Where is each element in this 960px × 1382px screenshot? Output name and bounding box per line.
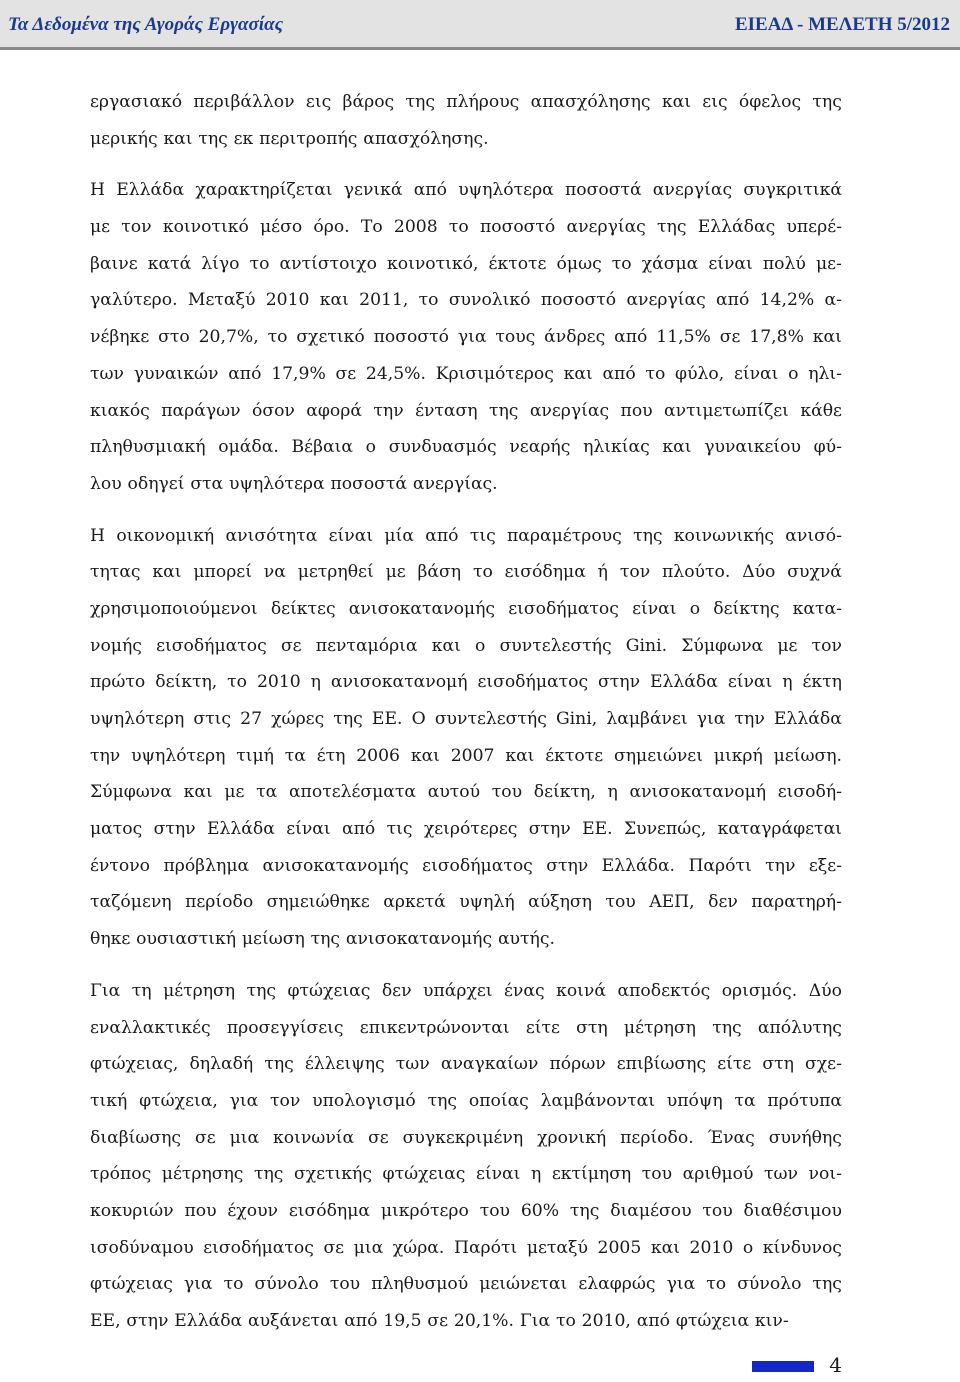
page-header <box>0 0 960 50</box>
text-line: φτώχειας, δηλαδή της έλλειψης των αναγκαίων πόρων επιβίωσης είτε στη σχε- <box>90 1054 842 1075</box>
text-line: μερικής και της εκ περιτροπής απασχόλησης. <box>90 128 489 149</box>
text-line: βαινε κατά λίγο το αντίστοιχο κοινοτικό, έκτοτε όμως το χάσμα είναι πολύ με- <box>90 253 842 274</box>
text-line: υψηλότερη στις 27 χώρες της ΕΕ. Ο συντελεστής Gini, λαμβάνει για την Ελλάδα <box>90 709 842 729</box>
text-line: Η οικονομική ανισότητα είναι μία από τις παραμέτρους της κοινωνικής ανισό- <box>90 525 842 546</box>
text-line: χρησιμοποιούμενοι δείκτες ανισοκατανομής εισοδήματος είναι ο δείκτης κατα- <box>90 598 842 619</box>
text-line: ματος στην Ελλάδα είναι από τις χειρότερες στην ΕΕ. Συνεπώς, καταγράφεται <box>90 819 842 840</box>
text-line: γαλύτερο. Μεταξύ 2010 και 2011, το συνολικό ποσοστό ανεργίας από 14,2% α- <box>90 290 842 311</box>
text-line: φτώχειας για το σύνολο του πληθυσμού μειώνεται ελαφρώς για το σύνολο της <box>90 1274 842 1295</box>
text-line: νομής εισοδήματος σε πενταμόρια και ο συντελεστής Gini. Σύμφωνα με τον <box>90 635 842 656</box>
paragraph <box>90 518 842 958</box>
text-line: Για τη μέτρηση της φτώχειας δεν υπάρχει ένας κοινά αποδεκτός ορισμός. Δύο <box>90 980 842 1001</box>
text-line: ισοδύναμου εισοδήματος σε μια χώρα. Παρότι μεταξύ 2005 και 2010 ο κίνδυνος <box>90 1237 842 1258</box>
header-document-title: Τα Δεδομένα της Αγοράς Εργασίας <box>8 14 284 35</box>
text-line: τρόπος μέτρησης της σχετικής φτώχειας είναι η εκτίμηση του αριθμού των νοι- <box>90 1164 842 1185</box>
text-line: των γυναικών από 17,9% σε 24,5%. Κρισιμότερος και από το φύλο, είναι ο ηλι- <box>90 363 842 384</box>
text-line: πρώτο δείκτη, το 2010 η ανισοκατανομή εισοδήματος στην Ελλάδα είναι η έκτη <box>90 672 842 693</box>
paragraph <box>90 84 842 157</box>
text-line: πληθυσμιακή ομάδα. Βέβαια ο συνδυασμός νεαρής ηλικίας και γυναικείου φύ- <box>90 437 842 458</box>
body-text <box>90 84 842 1340</box>
text-line: λου οδηγεί στα υψηλότερα ποσοστά ανεργίας. <box>90 473 498 494</box>
text-line: κιακός παράγων όσον αφορά την ένταση της ανεργίας που αντιμετωπίζει κάθε <box>90 400 842 421</box>
text-line: θηκε ουσιαστική μείωση της ανισοκατανομής αυτής. <box>90 929 555 950</box>
text-line: εργασιακό περιβάλλον εις βάρος της πλήρους απασχόλησης και εις όφελος της <box>90 92 842 112</box>
paragraph-gap <box>90 503 842 518</box>
text-line: εναλλακτικές προσεγγίσεις επικεντρώνονται είτε στη μέτρηση της απόλυτης <box>90 1017 842 1038</box>
footer-accent-bar <box>752 1361 814 1372</box>
text-line: τητας και μπορεί να μετρηθεί με βάση το εισόδημα ή τον πλούτο. Δύο συχνά <box>90 562 842 583</box>
text-line: Σύμφωνα και με τα αποτελέσματα αυτού του δείκτη, η ανισοκατανομή εισοδή- <box>90 782 842 803</box>
text-line: την υψηλότερη τιμή τα έτη 2006 και 2007 και έκτοτε σημειώνει μικρή μείωση. <box>90 745 842 766</box>
text-line: με τον κοινοτικό μέσο όρο. Το 2008 το ποσοστό ανεργίας της Ελλάδας υπερέ- <box>90 217 842 238</box>
paragraph-gap <box>90 157 842 172</box>
text-line: νέβηκε στο 20,7%, το σχετικό ποσοστό για τους άνδρες από 11,5% σε 17,8% και <box>90 327 842 348</box>
paragraph-gap <box>90 958 842 973</box>
text-line: Η Ελλάδα χαρακτηρίζεται γενικά από υψηλότερα ποσοστά ανεργίας συγκριτικά <box>90 180 842 201</box>
header-study-reference: ΕΙΕΑΔ - ΜΕΛΕΤΗ 5/2012 <box>734 14 950 35</box>
text-line: ταζόμενη περίοδο σημειώθηκε αρκετά υψηλή αύξηση του ΑΕΠ, δεν παρατηρή- <box>90 892 842 913</box>
text-line: κοκυριών που έχουν εισόδημα μικρότερο του 60% της διαμέσου του διαθέσιμου <box>90 1200 842 1221</box>
paragraph <box>90 973 842 1340</box>
text-line: έντονο πρόβλημα ανισοκατανομής εισοδήματος στην Ελλάδα. Παρότι την εξε- <box>90 855 842 876</box>
paragraph <box>90 172 842 502</box>
page-number: 4 <box>829 1353 842 1377</box>
text-line: τική φτώχεια, για τον υπολογισμό της οποίας λαμβάνονται υπόψη τα πρότυπα <box>90 1090 842 1111</box>
text-line: ΕΕ, στην Ελλάδα αυξάνεται από 19,5 σε 20,1%. Για το 2010, από φτώχεια κιν- <box>90 1311 789 1331</box>
text-line: διαβίωσης σε μια κοινωνία σε συγκεκριμένη χρονική περίοδο. Ένας συνήθης <box>90 1127 842 1148</box>
